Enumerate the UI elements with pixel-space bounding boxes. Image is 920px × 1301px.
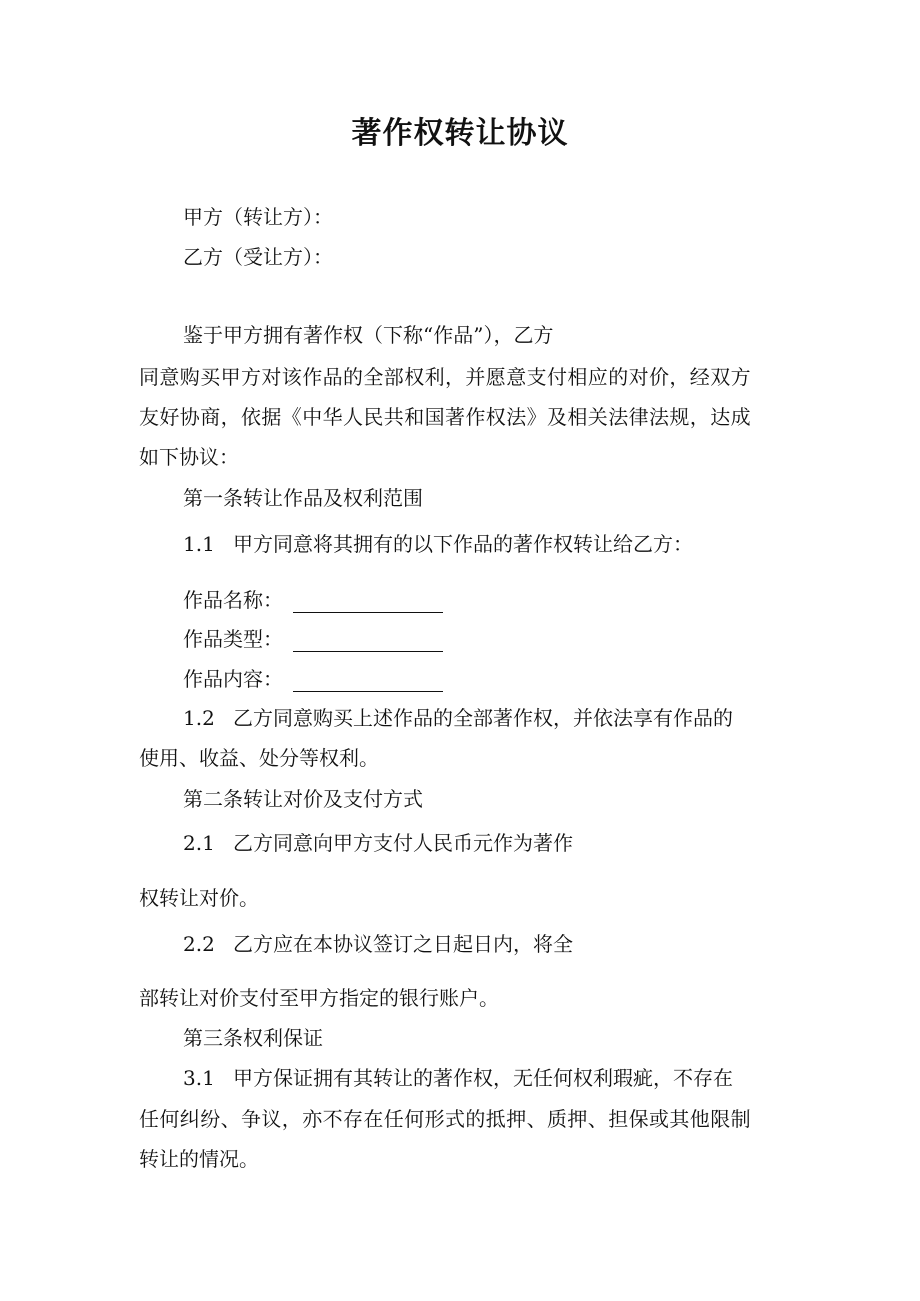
clause-number: 1.1 — [183, 532, 215, 556]
document-title: 著作权转让协议 — [351, 116, 569, 151]
clause-1-2-line-2: 使用、收益、处分等权利。 — [139, 746, 379, 770]
party-b-line: 乙方（受让方）： — [183, 245, 333, 269]
clause-3-1-line-3: 转让的情况。 — [139, 1147, 259, 1171]
clause-text: 乙方同意购买上述作品的全部著作权，并依法享有作品的 — [233, 706, 733, 730]
clause-number: 3.1 — [183, 1066, 215, 1090]
preamble-line-3: 友好协商，依据《中华人民共和国著作权法》及相关法律法规，达成 — [139, 405, 751, 429]
clause-text: 甲方同意将其拥有的以下作品的著作权转让给乙方： — [233, 532, 693, 556]
party-a-line: 甲方（转让方）： — [183, 205, 333, 229]
clause-number: 2.2 — [183, 932, 215, 956]
clause-text: 乙方同意向甲方支付人民币元作为著作 — [233, 831, 573, 855]
clause-number: 1.2 — [183, 706, 215, 730]
clause-text: 甲方保证拥有其转让的著作权，无任何权利瑕疵，不存在 — [233, 1066, 733, 1090]
field-work-name — [183, 586, 443, 614]
clause-2-1-line-1 — [183, 829, 573, 857]
article-2-heading: 第二条转让对价及支付方式 — [183, 787, 423, 811]
article-1-heading: 第一条转让作品及权利范围 — [183, 486, 423, 510]
clause-2-2-line-1 — [183, 930, 573, 958]
preamble-line-1: 鉴于甲方拥有著作权（下称“作品”），乙方 — [183, 323, 554, 347]
field-label: 作品名称： — [183, 588, 283, 612]
clause-2-1-line-2: 权转让对价。 — [139, 886, 259, 910]
field-label: 作品内容： — [183, 667, 283, 691]
clause-3-1-line-2: 任何纠纷、争议，亦不存在任何形式的抵押、质押、担保或其他限制 — [139, 1107, 751, 1131]
blank-line — [293, 594, 443, 613]
clause-1-2-line-1 — [183, 704, 733, 732]
clause-1-1 — [183, 530, 693, 558]
clause-3-1-line-1 — [183, 1064, 733, 1092]
preamble-line-2: 同意购买甲方对该作品的全部权利，并愿意支付相应的对价，经双方 — [139, 365, 751, 389]
clause-2-2-line-2: 部转让对价支付至甲方指定的银行账户。 — [139, 986, 499, 1010]
preamble-line-4: 如下协议： — [139, 445, 239, 469]
article-3-heading: 第三条权利保证 — [183, 1026, 323, 1050]
field-work-content — [183, 665, 443, 693]
clause-number: 2.1 — [183, 831, 215, 855]
blank-line — [293, 633, 443, 652]
field-label: 作品类型： — [183, 627, 283, 651]
clause-text: 乙方应在本协议签订之日起日内，将全 — [233, 932, 573, 956]
blank-line — [293, 673, 443, 692]
field-work-type — [183, 625, 443, 653]
